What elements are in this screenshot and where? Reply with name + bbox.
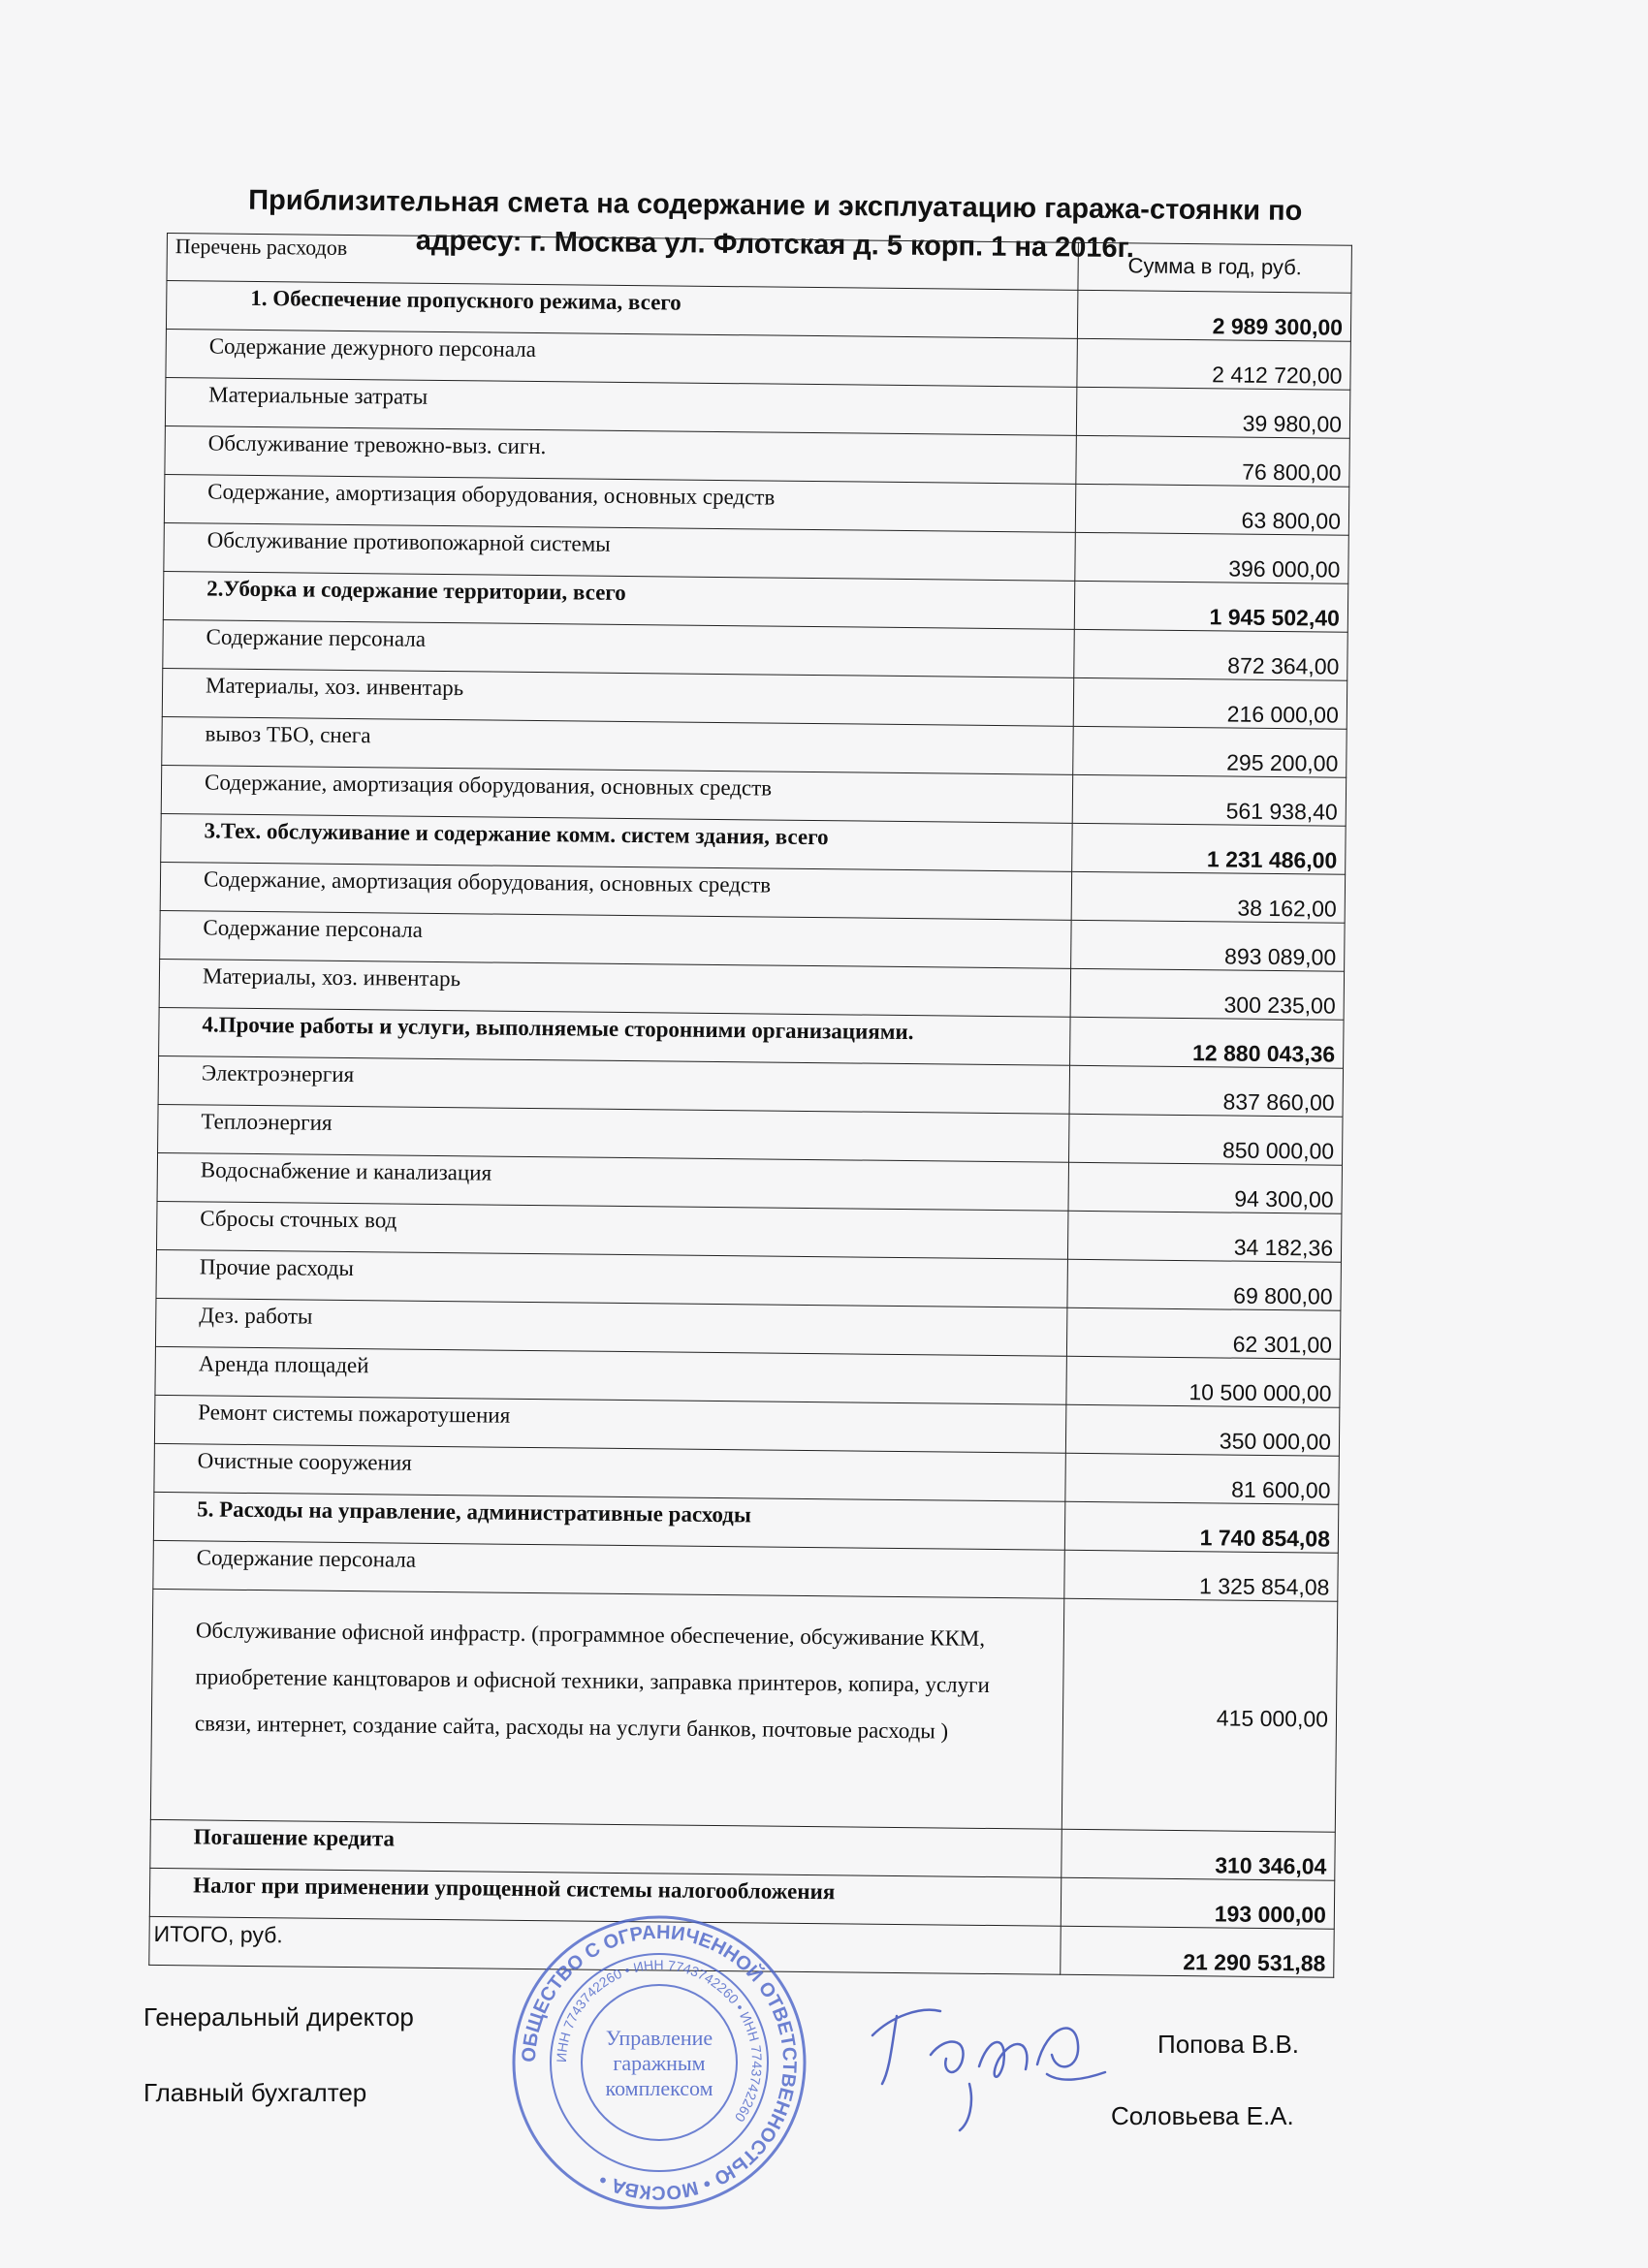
estimate-sheet <box>148 233 1351 1978</box>
expense-amount: 396 000,00 <box>1075 532 1349 583</box>
amount-column-header: Сумма в год, руб. <box>1078 242 1351 293</box>
section-name: 1. Обеспечение пропускного режима, всего <box>166 281 1077 339</box>
expense-name: Сбросы сточных вод <box>157 1201 1068 1259</box>
section-name: Налог при применении упрощенной системы налогообложения <box>149 1868 1061 1926</box>
expense-amount: 39 980,00 <box>1076 387 1350 438</box>
stamp-center-line-2: гаражным <box>613 2051 706 2075</box>
stamp-center-line-1: Управление <box>605 2026 713 2050</box>
handwritten-signature <box>853 1977 1115 2132</box>
section-name: 2.Уборка и содержание территории, всего <box>163 571 1074 629</box>
expense-amount: 561 938,40 <box>1072 774 1347 826</box>
expense-name: Содержание, амортизация оборудования, основных средств <box>160 862 1071 920</box>
expense-amount: 62 301,00 <box>1066 1307 1341 1359</box>
expense-name: Содержание дежурного персонала <box>166 329 1077 387</box>
expense-name: Ремонт системы пожаротушения <box>154 1395 1065 1453</box>
expense-amount: 350 000,00 <box>1065 1404 1340 1456</box>
expenses-column-header: Перечень расходов <box>167 234 1078 291</box>
expense-name: Содержание, амортизация оборудования, основных средств <box>164 474 1075 532</box>
expense-amount: 837 860,00 <box>1069 1065 1344 1117</box>
total-amount: 21 290 531,88 <box>1061 1926 1335 1977</box>
expense-name: Обслуживание тревожно-выз. сигн. <box>165 425 1076 484</box>
expense-name: Содержание персонала <box>153 1540 1064 1598</box>
expense-amount: 76 800,00 <box>1076 435 1350 487</box>
table-row <box>150 1589 1337 1832</box>
expense-name: Дез. работы <box>155 1298 1066 1356</box>
expense-amount: 94 300,00 <box>1068 1162 1343 1213</box>
expense-name: Материалы, хоз. инвентарь <box>159 959 1070 1017</box>
expense-amount: 300 235,00 <box>1070 968 1345 1020</box>
expense-name: Материалы, хоз. инвентарь <box>162 668 1073 726</box>
expense-amount: 893 089,00 <box>1071 920 1346 971</box>
company-stamp <box>504 1907 814 2218</box>
estimate-table <box>148 233 1352 1978</box>
expense-name: Содержание персонала <box>163 619 1074 677</box>
expense-amount: 1 325 854,08 <box>1064 1550 1339 1601</box>
section-name: 5. Расходы на управление, административные расходы <box>153 1492 1064 1550</box>
section-amount: 193 000,00 <box>1061 1877 1335 1929</box>
expense-name: Содержание, амортизация оборудования, основных средств <box>161 765 1072 823</box>
expense-amount: 69 800,00 <box>1067 1259 1342 1310</box>
total-label: ИТОГО, руб. <box>149 1916 1061 1974</box>
expense-amount: 38 162,00 <box>1071 871 1346 923</box>
expense-amount: 34 182,36 <box>1067 1211 1342 1262</box>
expense-name: Очистные сооружения <box>154 1443 1065 1501</box>
section-amount: 2 989 300,00 <box>1077 290 1351 341</box>
expense-name: Содержание персонала <box>160 910 1071 968</box>
section-name: 3.Тех. обслуживание и содержание комм. систем здания, всего <box>161 813 1072 871</box>
expense-name: Прочие расходы <box>156 1249 1067 1307</box>
expense-amount: 81 600,00 <box>1065 1453 1340 1504</box>
director-name: Попова В.В. <box>1157 2030 1300 2059</box>
section-name: 4.Прочие работы и услуги, выполняемые сторонними организациями. <box>159 1007 1070 1065</box>
stamp-center-line-3: комплексом <box>605 2076 713 2100</box>
section-amount: 1 945 502,40 <box>1074 581 1348 632</box>
expense-amount: 415 000,00 <box>1062 1598 1337 1832</box>
section-amount: 12 880 043,36 <box>1070 1017 1345 1068</box>
stamp-outer-text: ОБЩЕСТВО С ОГРАНИЧЕННОЙ ОТВЕТСТВЕННОСТЬЮ • МОСКВА • <box>518 1921 801 2204</box>
expense-name: Обслуживание противопожарной системы <box>164 522 1075 581</box>
expense-name: Теплоэнергия <box>158 1104 1069 1162</box>
expense-amount: 63 800,00 <box>1075 484 1349 535</box>
section-amount: 1 740 854,08 <box>1064 1501 1339 1553</box>
section-name: Погашение кредита <box>150 1819 1062 1877</box>
expense-name: Материальные затраты <box>165 377 1076 435</box>
expense-name: Аренда площадей <box>155 1346 1066 1404</box>
expense-name: Обслуживание офисной инфрастр. (программное обеспечение, обсуживание ККМ, приобретение канцтоваров и офисной техники, заправка принтеров, копира, услуги связи, интернет, создание сайта, расходы на услуги банков, почтовые расходы ) <box>150 1589 1063 1829</box>
expense-name: Электроэнергия <box>158 1055 1069 1114</box>
director-title: Генеральный директор <box>143 2002 414 2032</box>
section-amount: 310 346,04 <box>1062 1829 1336 1880</box>
accountant-title: Главный бухгалтер <box>143 2078 367 2107</box>
accountant-name: Соловьева Е.А. <box>1111 2101 1294 2130</box>
expense-amount: 872 364,00 <box>1074 629 1348 680</box>
expense-amount: 10 500 000,00 <box>1066 1356 1341 1407</box>
title-line-2: адресу: г. Москва ул. Флотская д. 5 корп. 1 на 2016г. <box>415 225 1135 265</box>
expense-name: Водоснабжение и канализация <box>157 1152 1068 1211</box>
expense-amount: 850 000,00 <box>1069 1114 1344 1165</box>
stamp-ring-text: ИНН 7743742260 • ИНН 7743742260 • ИНН 7743742260 <box>553 1956 766 2126</box>
section-amount: 1 231 486,00 <box>1072 823 1347 874</box>
expense-amount: 295 200,00 <box>1073 726 1347 777</box>
title-line-1: Приблизительная смета на содержание и эксплуатацию гаража-стоянки по <box>248 184 1303 227</box>
expense-name: вывоз ТБО, снега <box>162 716 1073 774</box>
expense-amount: 2 412 720,00 <box>1077 338 1351 390</box>
expense-amount: 216 000,00 <box>1073 677 1347 729</box>
